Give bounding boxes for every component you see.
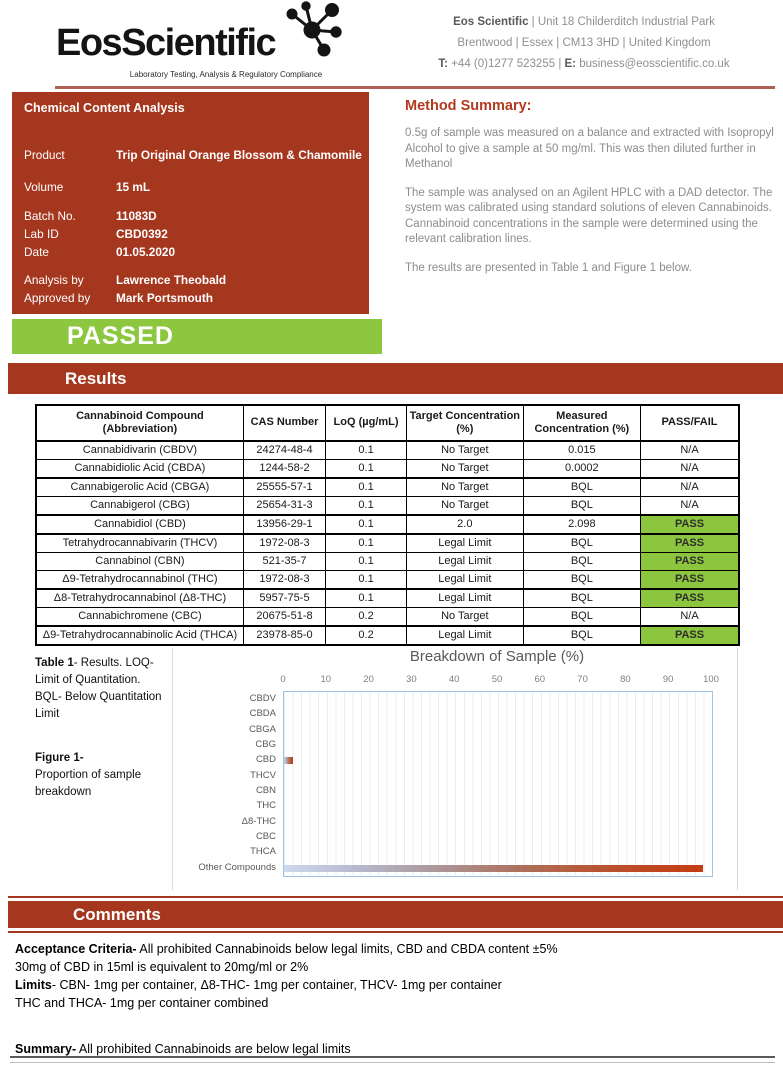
phone-label: T:	[438, 58, 449, 70]
column-header: LoQ (µg/mL)	[326, 405, 407, 441]
contact-line-address1: Eos Scientific | Unit 18 Childerditch Industrial Park	[453, 16, 715, 28]
cell-compound: Cannabinol (CBN)	[36, 553, 243, 571]
category-label: CBDV	[249, 693, 276, 705]
cell-cas: 25654-31-3	[243, 497, 325, 516]
cell-target: 2.0	[406, 515, 523, 534]
comment-line: Limits- CBN- 1mg per container, Δ8-THC- 1mg per container, THCV- 1mg per container	[15, 978, 502, 992]
cell-cas: 24274-48-4	[243, 441, 325, 460]
cell-compound: Cannabichromene (CBC)	[36, 608, 243, 627]
comment-bold: Limits	[15, 978, 52, 992]
x-tick-label: 0	[280, 674, 286, 685]
contact-block	[388, 12, 780, 75]
cell-loq: 0.1	[326, 460, 407, 479]
info-group	[24, 146, 362, 164]
cell-cas: 1972-08-3	[243, 571, 325, 590]
cell-compound: Cannabigerol (CBG)	[36, 497, 243, 516]
info-box-title: Chemical Content Analysis	[24, 101, 185, 115]
info-group	[24, 207, 357, 261]
comments-section-header: Comments	[8, 901, 783, 928]
info-value: CBD0392	[116, 227, 168, 241]
cell-cas: 1972-08-3	[243, 534, 325, 553]
cell-cas: 23978-85-0	[243, 626, 325, 645]
info-label: Analysis by	[24, 273, 84, 287]
brand-tagline: Laboratory Testing, Analysis & Regulatory Compliance	[129, 70, 323, 79]
info-rows	[24, 146, 362, 307]
cell-target: Legal Limit	[406, 571, 523, 590]
cell-compound: Δ9-Tetrahydrocannabinol (THC)	[36, 571, 243, 590]
info-value: Trip Original Orange Blossom & Chamomile	[116, 148, 362, 162]
category-label: CBG	[255, 739, 276, 751]
molecule-icon	[282, 0, 344, 63]
sample-info-box	[12, 92, 369, 314]
figure-notes	[35, 655, 167, 801]
x-tick-label: 50	[491, 674, 503, 685]
info-row	[24, 178, 357, 196]
cell-loq: 0.2	[326, 608, 407, 627]
cell-compound: Cannabigerolic Acid (CBGA)	[36, 478, 243, 497]
table-row	[36, 534, 739, 553]
cell-cas: 13956-29-1	[243, 515, 325, 534]
bar-row	[284, 692, 712, 707]
breakdown-chart	[198, 645, 739, 877]
figure-note: Figure 1- Proportion of sample breakdown	[35, 752, 142, 798]
cell-loq: 0.1	[326, 497, 407, 516]
bar-row	[284, 861, 712, 876]
data-bar	[284, 757, 293, 764]
cell-loq: 0.1	[326, 534, 407, 553]
info-group	[24, 178, 357, 196]
comments-rule-top	[8, 896, 783, 898]
chart-category-labels	[198, 691, 283, 875]
bar-row	[284, 769, 712, 784]
info-row	[24, 225, 357, 243]
method-summary-section	[405, 98, 777, 289]
info-value: 11083D	[116, 209, 157, 223]
info-row	[24, 207, 357, 225]
method-summary-heading: Method Summary:	[405, 98, 532, 114]
cell-cas: 20675-51-8	[243, 608, 325, 627]
pass-fail-cell: N/A	[641, 460, 739, 479]
table-row	[36, 515, 739, 534]
results-table	[35, 404, 740, 646]
cell-cas: 5957-75-5	[243, 589, 325, 608]
bar-row	[284, 799, 712, 814]
info-value: 01.05.2020	[116, 245, 176, 259]
method-paragraph: 0.5g of sample was measured on a balance and extracted with Isopropyl Alcohol to give a sample at 50 mg/ml. This was then diluted further in Methanol	[405, 127, 774, 170]
chart-plot-area	[283, 691, 713, 877]
x-tick-label: 40	[448, 674, 460, 685]
email-address: business@eosscientific.co.uk	[576, 58, 730, 70]
info-label: Batch No.	[24, 209, 76, 223]
bar-row	[284, 845, 712, 860]
cell-loq: 0.1	[326, 515, 407, 534]
pass-fail-cell: PASS	[641, 534, 739, 553]
method-paragraph: The results are presented in Table 1 and Figure 1 below.	[405, 261, 692, 274]
brand-wordmark: EosScientific	[56, 22, 276, 64]
cell-loq: 0.1	[326, 553, 407, 571]
comments-text	[15, 940, 767, 1012]
cell-measured: BQL	[523, 553, 640, 571]
chart-title: Breakdown of Sample (%)	[409, 648, 585, 665]
bar-row	[284, 707, 712, 722]
cell-compound: Tetrahydrocannabivarin (THCV)	[36, 534, 243, 553]
summary-rule	[10, 1056, 775, 1063]
x-tick-label: 10	[320, 674, 332, 685]
table-row	[36, 553, 739, 571]
bar-row	[284, 738, 712, 753]
table-body	[36, 441, 739, 645]
cell-compound: Cannabidivarin (CBDV)	[36, 441, 243, 460]
info-value: 15 mL	[116, 180, 151, 194]
cell-target: Legal Limit	[406, 553, 523, 571]
chart-x-axis	[280, 673, 719, 691]
column-header: Cannabinoid Compound (Abbreviation)	[36, 405, 243, 441]
info-row	[24, 243, 357, 261]
pass-fail-cell: PASS	[641, 589, 739, 608]
phone-number: +44 (0)1277 523255 |	[448, 58, 565, 70]
category-label: THCA	[250, 846, 276, 858]
cell-target: No Target	[406, 608, 523, 627]
info-label: Date	[24, 245, 49, 259]
pass-fail-cell: PASS	[641, 515, 739, 534]
pass-fail-cell: N/A	[641, 478, 739, 497]
info-row	[24, 146, 362, 164]
info-label: Product	[24, 148, 65, 162]
category-label: CBDA	[249, 708, 276, 720]
category-label: CBD	[255, 754, 276, 766]
bar-row	[284, 723, 712, 738]
cell-measured: 2.098	[523, 515, 640, 534]
category-label: CBN	[255, 785, 276, 797]
info-label: Volume	[24, 180, 64, 194]
info-group	[24, 271, 357, 307]
x-tick-label: 100	[703, 674, 719, 685]
x-tick-label: 30	[406, 674, 417, 685]
x-tick-label: 70	[577, 674, 588, 685]
bar-row	[284, 784, 712, 799]
cell-compound: Cannabidiol (CBD)	[36, 515, 243, 534]
category-label: THCV	[250, 769, 276, 781]
cell-measured: BQL	[523, 478, 640, 497]
chart-body	[198, 691, 739, 877]
cell-target: Legal Limit	[406, 589, 523, 608]
cell-target: No Target	[406, 441, 523, 460]
cell-measured: 0.0002	[523, 460, 640, 479]
bar-row	[284, 830, 712, 845]
method-paragraph: The sample was analysed on an Agilent HPLC with a DAD detector. The system was calibrated using standard solutions of eleven Cannabinoids. Cannabinoid concentrations in the sample were determined using the relevant calibration lines.	[405, 186, 773, 245]
column-header: Measured Concentration (%)	[523, 405, 640, 441]
table-row	[36, 497, 739, 516]
status-banner: PASSED	[12, 319, 382, 354]
email-label: E:	[564, 58, 576, 70]
cell-measured: BQL	[523, 497, 640, 516]
pass-fail-cell: PASS	[641, 626, 739, 645]
x-tick-label: 60	[534, 674, 546, 685]
cell-compound: Δ9-Tetrahydrocannabinolic Acid (THCA)	[36, 626, 243, 645]
pass-fail-cell: N/A	[641, 441, 739, 460]
cell-compound: Cannabidiolic Acid (CBDA)	[36, 460, 243, 479]
contact-line-phone-email	[388, 54, 780, 75]
table-note: Table 1- Results. LOQ- Limit of Quantitation. BQL- Below Quantitation Limit	[35, 657, 162, 720]
cell-cas: 521-35-7	[243, 553, 325, 571]
cell-compound: Δ8-Tetrahydrocannabinol (Δ8-THC)	[36, 589, 243, 608]
info-row	[24, 289, 357, 307]
summary-line: Summary- All prohibited Cannabinoids are below legal limits	[15, 1042, 351, 1056]
pass-fail-cell: N/A	[641, 608, 739, 627]
bar-row	[284, 753, 712, 768]
comment-line: 30mg of CBD in 15ml is equivalent to 20mg/ml or 2%	[15, 960, 309, 974]
cell-target: No Target	[406, 478, 523, 497]
info-value: Mark Portsmouth	[116, 291, 214, 305]
cell-cas: 25555-57-1	[243, 478, 325, 497]
pass-fail-cell: PASS	[641, 553, 739, 571]
cell-target: Legal Limit	[406, 534, 523, 553]
cell-loq: 0.1	[326, 589, 407, 608]
category-label: CBC	[255, 831, 276, 843]
cell-measured: BQL	[523, 626, 640, 645]
figure-divider-left	[172, 648, 173, 890]
contact-line-address2: Brentwood | Essex | CM13 3HD | United Kingdom	[457, 37, 711, 49]
column-header: PASS/FAIL	[641, 405, 739, 441]
table-header-row	[36, 405, 739, 441]
method-summary-text	[405, 126, 777, 276]
cell-loq: 0.2	[326, 626, 407, 645]
cell-measured: BQL	[523, 608, 640, 627]
category-label: Other Compounds	[198, 861, 276, 873]
category-label: Δ8-THC	[241, 815, 276, 827]
table-row	[36, 478, 739, 497]
cell-measured: BQL	[523, 571, 640, 590]
column-header: CAS Number	[243, 405, 325, 441]
comment-bold: Acceptance Criteria-	[15, 942, 137, 956]
table-row	[36, 441, 739, 460]
cell-measured: BQL	[523, 534, 640, 553]
cell-loq: 0.1	[326, 441, 407, 460]
contact-company: Eos Scientific	[453, 16, 529, 28]
table-row	[36, 626, 739, 645]
info-row	[24, 271, 357, 289]
cell-target: Legal Limit	[406, 626, 523, 645]
category-label: THC	[256, 800, 276, 812]
cell-loq: 0.1	[326, 478, 407, 497]
info-label: Lab ID	[24, 227, 59, 241]
cell-measured: BQL	[523, 589, 640, 608]
x-tick-label: 90	[662, 674, 674, 685]
cell-cas: 1244-58-2	[243, 460, 325, 479]
comments-rule-bottom	[8, 931, 783, 933]
comment-line: THC and THCA- 1mg per container combined	[15, 996, 269, 1010]
category-label: CBGA	[249, 723, 276, 735]
column-header: Target Concentration (%)	[406, 405, 523, 441]
cell-target: No Target	[406, 460, 523, 479]
table-row	[36, 571, 739, 590]
cell-measured: 0.015	[523, 441, 640, 460]
pass-fail-cell: N/A	[641, 497, 739, 516]
table-row	[36, 608, 739, 627]
info-label: Approved by	[24, 291, 91, 305]
table-row	[36, 460, 739, 479]
info-value: Lawrence Theobald	[116, 273, 227, 287]
comment-line: Acceptance Criteria- All prohibited Cannabinoids below legal limits, CBD and CBDA content ±5%	[15, 942, 558, 956]
header-divider	[55, 86, 775, 89]
x-tick-label: 20	[363, 674, 374, 685]
data-bar	[284, 865, 703, 872]
pass-fail-cell: PASS	[641, 571, 739, 590]
table-row	[36, 589, 739, 608]
cell-loq: 0.1	[326, 571, 407, 590]
x-tick-label: 80	[620, 674, 631, 685]
cell-target: No Target	[406, 497, 523, 516]
results-section-header: Results	[8, 363, 783, 394]
bar-row	[284, 815, 712, 830]
